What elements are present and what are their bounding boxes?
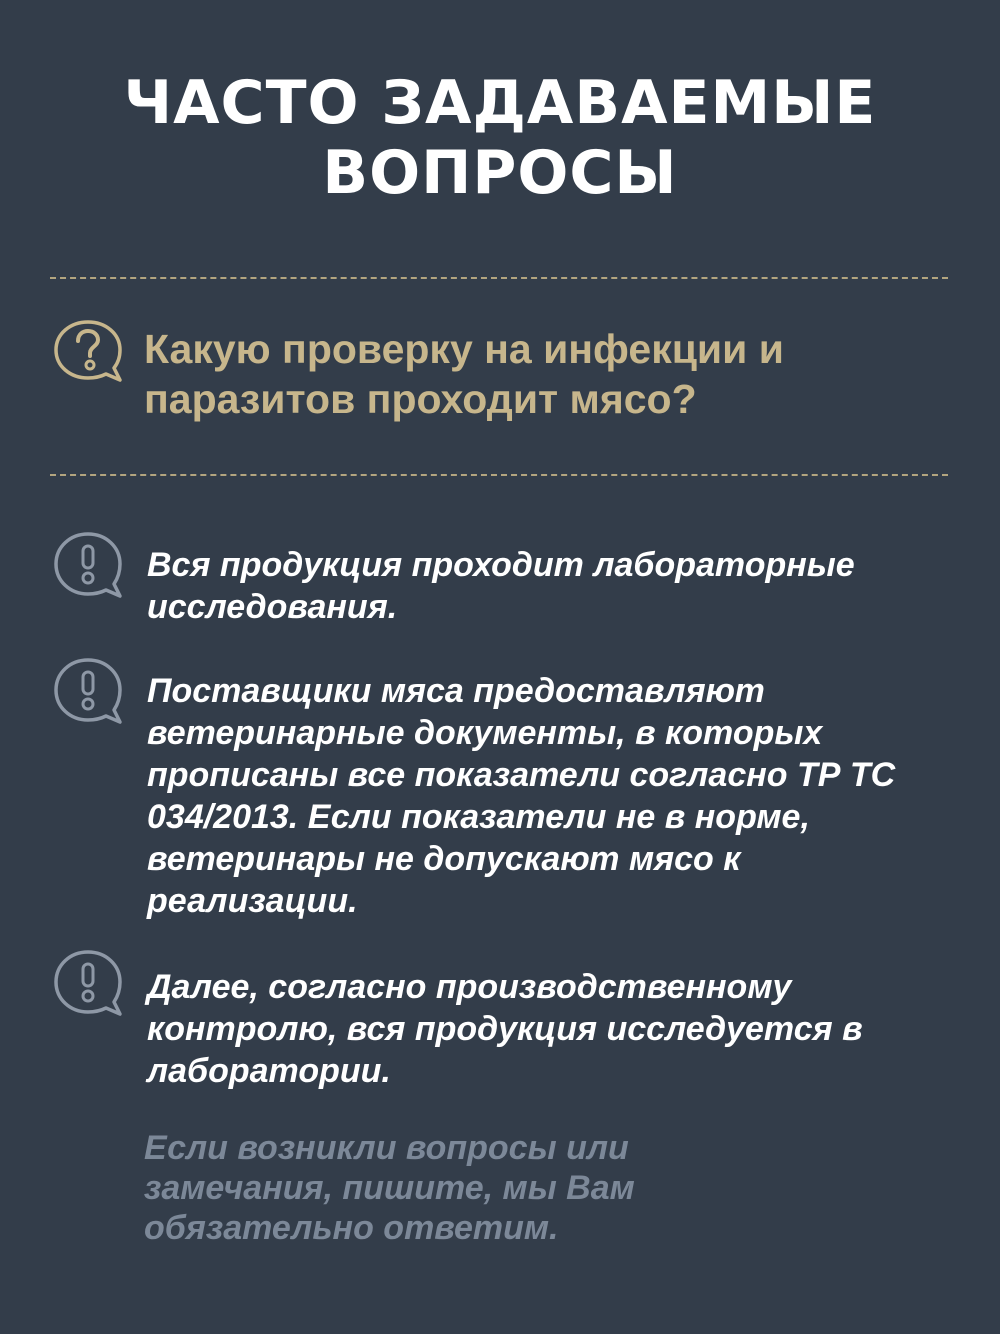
answer-line: Вся продукция проходит лабораторные xyxy=(147,546,855,584)
answer-text xyxy=(147,544,957,628)
answer-line: 034/2013. Если показатели не в норме, xyxy=(147,798,810,836)
question-line-2: паразитов проходит мясо? xyxy=(144,376,697,422)
question-speech-bubble-icon xyxy=(52,318,124,384)
footer-line: Если возникли вопросы или xyxy=(144,1129,629,1167)
exclamation-speech-bubble-icon xyxy=(52,656,124,726)
question-line-1: Какую проверку на инфекции и xyxy=(144,326,784,372)
answer-text xyxy=(147,966,957,1092)
footer-note xyxy=(144,1128,964,1248)
answer-line: прописаны все показатели согласно ТР ТС xyxy=(147,756,896,794)
divider-bottom xyxy=(50,474,948,476)
page-title xyxy=(0,68,1000,208)
answer-text xyxy=(147,670,957,922)
title-line-1: ЧАСТО ЗАДАВАЕМЫЕ xyxy=(123,68,877,138)
answer-line: Далее, согласно производственному xyxy=(147,968,792,1006)
answer-line: ветеринарные документы, в которых xyxy=(147,714,823,752)
answer-line: ветеринары не допускают мясо к xyxy=(147,840,741,878)
footer-line: замечания, пишите, мы Вам xyxy=(144,1169,635,1207)
divider-top xyxy=(50,277,948,279)
answer-line: реализации. xyxy=(147,882,358,920)
answer-line: исследования. xyxy=(147,588,398,626)
exclamation-speech-bubble-icon xyxy=(52,530,124,600)
title-line-2: ВОПРОСЫ xyxy=(322,138,678,208)
exclamation-speech-bubble-icon xyxy=(52,948,124,1018)
answer-line: Поставщики мяса предоставляют xyxy=(147,672,765,710)
footer-line: обязательно ответим. xyxy=(144,1209,559,1247)
question-text xyxy=(144,324,944,424)
answer-line: лаборатории. xyxy=(147,1052,391,1090)
answer-line: контролю, вся продукция исследуется в xyxy=(147,1010,863,1048)
